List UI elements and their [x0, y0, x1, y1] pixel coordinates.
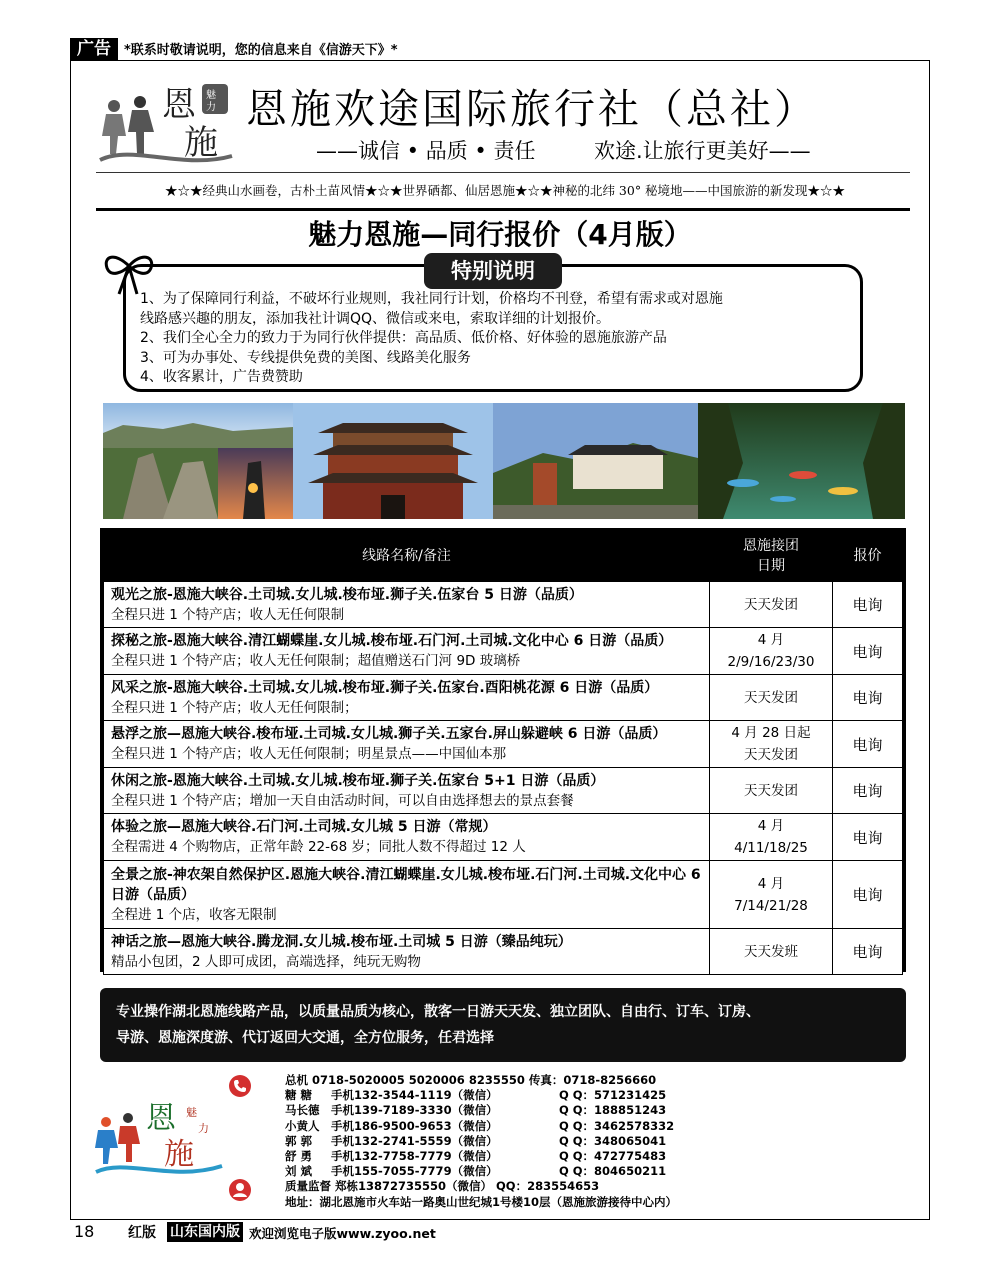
- contact-row: [285, 1088, 677, 1103]
- ad-tag: 广告: [70, 38, 118, 60]
- table-row: [104, 721, 903, 768]
- svg-text:力: 力: [206, 102, 216, 113]
- route-table: [103, 531, 903, 975]
- svg-text:恩: 恩: [162, 85, 196, 125]
- svg-text:魅: 魅: [206, 90, 216, 101]
- table-row: [104, 628, 903, 675]
- date-cell: [710, 768, 833, 814]
- price-cell: 电询: [833, 721, 903, 768]
- route-cell: [104, 628, 710, 675]
- date-line1: 4 月: [757, 818, 785, 834]
- ad-note: *联系时敬请说明，您的信息来自《信游天下》*: [124, 43, 398, 58]
- header-date-line1: 恩施接团: [743, 538, 799, 554]
- date-cell: [710, 675, 833, 721]
- route-note: 全程只进 1 个特产店；增加一天自由活动时间，可以自由选择想去的景点套餐: [111, 792, 574, 809]
- contact-row: [285, 1103, 677, 1118]
- contact-list: [285, 1073, 677, 1210]
- scenery-photos: [103, 403, 905, 519]
- route-cell: [104, 675, 710, 721]
- enshi-logo: [92, 74, 242, 174]
- date-cell: [710, 628, 833, 675]
- services-box: [100, 988, 906, 1062]
- contact-qq: Q Q：472775483: [559, 1149, 667, 1164]
- route-note: 全程需进 4 个购物店，正常年龄 22-68 岁；同批人数不得超过 12 人: [111, 839, 526, 855]
- contact-name: 马长德: [285, 1103, 320, 1118]
- contact-phone: 手机132-3544-1119（微信）: [331, 1088, 498, 1103]
- contact-main-line: 总机 0718-5020005 5020006 8235550 传真：0718-8256660: [285, 1073, 657, 1087]
- price-cell: 电询: [833, 929, 903, 975]
- route-cell: [104, 582, 710, 628]
- contact-name: 舒 勇: [285, 1149, 313, 1164]
- table-row: [104, 768, 903, 814]
- date-cell: [710, 814, 833, 861]
- price-cell: 电询: [833, 582, 903, 628]
- services-line: 专业操作湖北恩施线路产品，以质量品质为核心，散客一日游天天发、独立团队、自由行、订车、订房、: [116, 1004, 760, 1020]
- header-price: 报价: [833, 531, 903, 582]
- contact-phone: 手机139-7189-3330（微信）: [331, 1103, 498, 1118]
- route-note: 全程只进 1 个特产店；收人无任何限制；: [111, 699, 358, 716]
- contact-phone: 手机132-7758-7779（微信）: [331, 1149, 498, 1164]
- contact-row: [285, 1134, 677, 1149]
- route-name: 悬浮之旅—恩施大峡谷.梭布垭.土司城.女儿城.狮子关.五家台.屏山躲避峡 6 日游（品质）: [111, 726, 667, 742]
- date-line2: 4/11/18/25: [734, 840, 808, 856]
- price-cell: 电询: [833, 675, 903, 721]
- date-line2: 2/9/16/23/30: [727, 654, 815, 670]
- route-note: 全程只进 1 个特产店；收人无任何限制: [111, 606, 345, 623]
- route-cell: [104, 721, 710, 768]
- svg-text:施: 施: [184, 123, 218, 163]
- table-row: [104, 929, 903, 975]
- date-line1: 天天发团: [744, 596, 798, 613]
- contact-name: 郭 郭: [285, 1133, 313, 1148]
- date-cell: [710, 582, 833, 628]
- route-name: 休闲之旅-恩施大峡谷.土司城.女儿城.梭布垭.狮子关.伍家台 5+1 日游（品质）: [111, 772, 605, 789]
- route-name: 体验之旅—恩施大峡谷.石门河.土司城.女儿城 5 日游（常规）: [111, 819, 497, 835]
- contact-address: 地址：湖北恩施市火车站一路奥山世纪城1号楼10层（恩施旅游接待中心内）: [285, 1194, 678, 1209]
- notice-line: 3、可为办事处、专线提供免费的美图、线路美化服务: [140, 349, 471, 366]
- header-date: [710, 531, 833, 582]
- notice-badge: 特别说明: [424, 253, 562, 289]
- contact-phone: 手机132-2741-5559（微信）: [331, 1133, 498, 1148]
- route-name: 风采之旅-恩施大峡谷.土司城.女儿城.梭布垭.狮子关.伍家台.酉阳桃花源 6 日游（品质）: [111, 679, 659, 696]
- edition-box: 山东国内版: [167, 1222, 243, 1242]
- header-route: 线路名称/备注: [104, 531, 710, 582]
- contact-phone: 手机186-9500-9653（微信）: [331, 1118, 498, 1133]
- route-name: 神话之旅—恩施大峡谷.腾龙洞.女儿城.梭布垭.土司城 5 日游（臻品纯玩）: [111, 933, 572, 950]
- route-name: 观光之旅-恩施大峡谷.土司城.女儿城.梭布垭.狮子关.伍家台 5 日游（品质）: [111, 586, 583, 603]
- table-row: [104, 675, 903, 721]
- notice-line: 1、为了保障同行利益，不破坏行业规则，我社同行计划，价格均不刊登，希望有需求或对恩施: [140, 291, 723, 307]
- route-note: 全程进 1 个店，收客无限制: [111, 906, 277, 923]
- route-cell: [104, 768, 710, 814]
- contact-row: [285, 1149, 677, 1164]
- date-line1: 4 月: [757, 875, 785, 892]
- contact-qq: Q Q：348065041: [559, 1133, 667, 1148]
- notice-line: 线路感兴趣的朋友，添加我社计调QQ、微信或来电，索取详细的计划报价。: [140, 310, 611, 327]
- svg-text:魅: 魅: [186, 1106, 197, 1119]
- contact-name: 小黄人: [285, 1118, 320, 1133]
- browse-link[interactable]: 欢迎浏览电子版www.zyoo.net: [249, 1226, 436, 1241]
- phone-icon: [228, 1074, 252, 1098]
- contact-row: [285, 1164, 677, 1179]
- contact-qq: Q Q：3462578332: [559, 1118, 675, 1133]
- date-line2: 7/14/21/28: [734, 897, 808, 914]
- contact-name: 刘 斌: [285, 1164, 313, 1179]
- divider-thick: [96, 208, 910, 211]
- route-cell: [104, 861, 710, 929]
- divider: [96, 172, 910, 173]
- date-cell: [710, 929, 833, 975]
- price-cell: 电询: [833, 628, 903, 675]
- table-row: [104, 814, 903, 861]
- table-row: [104, 861, 903, 929]
- table-row: [104, 582, 903, 628]
- contact-supervision: 质量监督 郑栋13872735550（微信） QQ：283554653: [285, 1179, 600, 1194]
- date-line1: 天天发团: [744, 782, 798, 799]
- route-cell: [104, 929, 710, 975]
- slogan-values: ——诚信 • 品质 • 责任: [316, 139, 536, 163]
- date-line1: 4 月: [757, 632, 785, 648]
- contact-name: 糖 糖: [285, 1088, 313, 1103]
- price-cell: 电询: [833, 861, 903, 929]
- contact-row: [285, 1119, 677, 1134]
- slogan-motto: 欢途.让旅行更美好——: [594, 139, 811, 163]
- route-note: 全程只进 1 个特产店；收人无任何限制；超值赠送石门河 9D 玻璃桥: [111, 653, 521, 669]
- contact-phone: 手机155-7055-7779（微信）: [331, 1164, 498, 1179]
- contact-qq: Q Q：571231425: [559, 1088, 667, 1103]
- tagline: ★☆★经典山水画卷，古朴土苗风情★☆★世界硒都、仙居恩施★☆★神秘的北纬 30° 秘境地——中国旅游的新发现★☆★: [164, 183, 846, 198]
- date-line1: 天天发团: [744, 689, 798, 706]
- date-line1: 天天发班: [744, 943, 798, 960]
- date-cell: [710, 721, 833, 768]
- notice-line: 2、我们全心全力的致力于为同行伙伴提供：高品质、低价格、好体验的恩施旅游产品: [140, 330, 667, 346]
- company-name: 恩施欢途国际旅行社（总社）: [246, 85, 818, 133]
- page-number: 18: [74, 1222, 95, 1241]
- price-cell: 电询: [833, 814, 903, 861]
- notice-list: [140, 290, 860, 388]
- person-icon: [228, 1178, 252, 1202]
- svg-text:力: 力: [198, 1122, 209, 1135]
- svg-text:恩: 恩: [146, 1101, 176, 1136]
- date-line2: 天天发团: [744, 747, 798, 763]
- route-cell: [104, 814, 710, 861]
- notice-line: 4、收客累计，广告费赞助: [140, 369, 303, 385]
- contact-qq: Q Q：188851243: [559, 1103, 667, 1118]
- route-name: 探秘之旅-恩施大峡谷.清江蝴蝶崖.女儿城.梭布垭.石门河.土司城.文化中心 6 日游（品质）: [111, 633, 673, 649]
- route-name: 全景之旅-神农架自然保护区.恩施大峡谷.清江蝴蝶崖.女儿城.梭布垭.石门河.土司城.文化中心 6 日游（品质）: [111, 866, 701, 903]
- date-line1: 4 月 28 日起: [731, 725, 811, 741]
- edition-label: 红版: [128, 1225, 156, 1241]
- header-date-line2: 日期: [757, 558, 785, 574]
- price-cell: 电询: [833, 768, 903, 814]
- contact-qq: Q Q：804650211: [559, 1164, 667, 1179]
- date-cell: [710, 861, 833, 929]
- route-note: 精品小包团，2 人即可成团，高端选择，纯玩无购物: [111, 953, 421, 970]
- page-title: 魅力恩施—同行报价（4月版）: [308, 218, 692, 251]
- services-line: 导游、恩施深度游、代订返回大交通，全方位服务，任君选择: [116, 1030, 494, 1046]
- svg-text:施: 施: [164, 1137, 194, 1172]
- route-note: 全程只进 1 个特产店；收人无任何限制；明星景点——中国仙本那: [111, 746, 507, 762]
- table-header-row: [104, 531, 903, 582]
- enshi-logo-small: [92, 1092, 227, 1182]
